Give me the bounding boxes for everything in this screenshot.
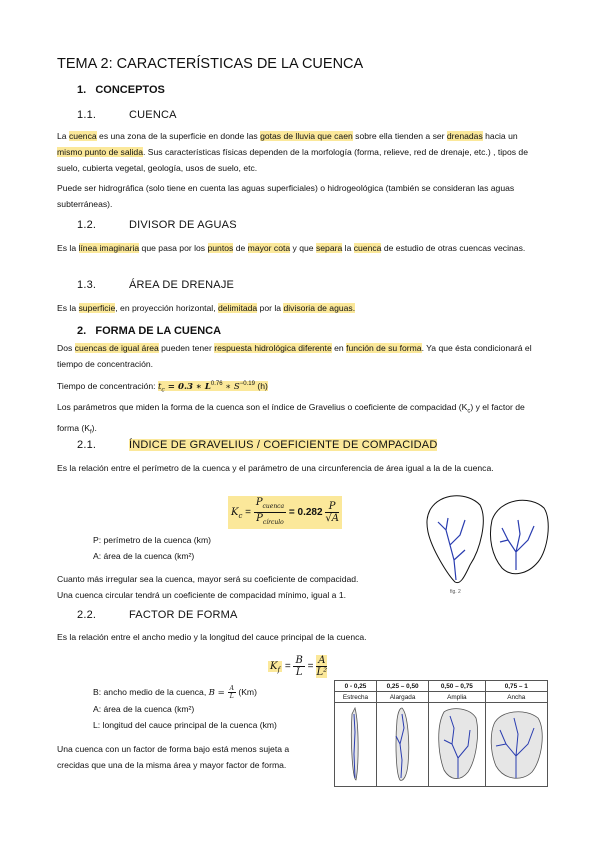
section-2-1-number: 2.1. bbox=[77, 439, 97, 451]
section-1-3-number: 1.3. bbox=[77, 279, 97, 291]
basin-broad-cell bbox=[485, 703, 547, 787]
paragraph-area bbox=[57, 300, 537, 316]
tc-formula-line bbox=[57, 376, 537, 399]
shape-factor-table bbox=[334, 680, 548, 787]
section-2-label: FORMA DE LA CUENCA bbox=[95, 325, 222, 337]
section-2-2-heading bbox=[77, 609, 377, 623]
kf-frac1 bbox=[293, 655, 304, 678]
kf-k: K bbox=[270, 661, 278, 673]
page-title: TEMA 2: CARACTERÍSTICAS DE LA CUENCA bbox=[57, 56, 364, 72]
text: de bbox=[233, 243, 248, 253]
text: y que bbox=[290, 243, 316, 253]
text: La bbox=[57, 131, 69, 141]
paragraph-divisor bbox=[57, 240, 537, 256]
paragraph-irregular: Cuanto más irregular sea la cuenca, mayor será su coeficiente de compacidad. bbox=[57, 574, 359, 584]
section-1-number: 1. bbox=[77, 84, 87, 96]
b-eq: B = bbox=[208, 688, 228, 698]
tc-unit: (h) bbox=[254, 380, 268, 391]
kc-sub: c bbox=[238, 512, 243, 521]
text: Es la bbox=[57, 243, 79, 253]
range-cell: 0,75 – 1 bbox=[485, 681, 547, 692]
basin-shapes-figure bbox=[420, 490, 555, 595]
section-1-heading bbox=[77, 84, 165, 96]
basin-wide-image bbox=[430, 704, 484, 784]
tc-sub: c bbox=[161, 386, 165, 394]
section-1-1-label: CUENCA bbox=[129, 109, 177, 121]
section-1-2-heading bbox=[77, 219, 377, 233]
basin-elongated-image bbox=[378, 704, 428, 784]
kc-frac1 bbox=[254, 497, 286, 528]
label-cell: Estrecha bbox=[335, 692, 377, 703]
paragraph-forma bbox=[57, 340, 537, 372]
range-cell: 0,25 – 0,50 bbox=[376, 681, 428, 692]
frac-num: A bbox=[318, 655, 326, 666]
frac-num: P bbox=[255, 497, 263, 508]
text: pueden tener bbox=[158, 343, 215, 353]
basin-broad-image bbox=[486, 704, 546, 784]
range-cell: 0,50 – 0,75 bbox=[429, 681, 485, 692]
label-cell: Ancha bbox=[485, 692, 547, 703]
paragraph-circular: Una cuenca circular tendrá un coeficiente de compacidad mínimo, igual a 1. bbox=[57, 590, 347, 600]
text: Los parámetros que miden la forma de la cuenca son el índice de Gravelius o coeficiente de compacidad (K bbox=[57, 402, 468, 412]
text: sobre ella tienden a ser bbox=[352, 131, 447, 141]
highlight: línea imaginaria bbox=[78, 243, 140, 253]
highlight: drenadas bbox=[446, 131, 483, 141]
paragraph-parametros bbox=[57, 399, 537, 440]
highlight: función de su forma bbox=[346, 343, 422, 353]
text: que pasa por los bbox=[139, 243, 208, 253]
section-2-1-label: ÍNDICE DE GRAVELIUS / COEFICIENTE DE COMPACIDAD bbox=[129, 439, 438, 451]
def-area-2: A: área de la cuenca (km²) bbox=[93, 704, 195, 714]
paragraph-factor: Es la relación entre el ancho medio y la longitud del cauce principal de la cuenca. bbox=[57, 632, 367, 642]
text: hacia un bbox=[482, 131, 518, 141]
text: en bbox=[331, 343, 347, 353]
basin-narrow-cell bbox=[335, 703, 377, 787]
highlight: respuesta hidrológica diferente bbox=[214, 343, 332, 353]
paragraph-gravelius: Es la relación entre el perímetro de la cuenca y el parámetro de una circunferencia de área igual a la de la cuenca. bbox=[57, 463, 494, 473]
elongated-basin-river bbox=[438, 518, 465, 580]
figure-caption: fig. 2 bbox=[450, 589, 461, 595]
tc-mid: ∗ S bbox=[222, 381, 240, 392]
range-cell: 0 - 0,25 bbox=[335, 681, 377, 692]
tc-exp2: −0.19 bbox=[239, 381, 255, 387]
highlight: divisoria de aguas. bbox=[283, 303, 356, 313]
frac-num: P bbox=[325, 501, 339, 513]
label-cell: Alargada bbox=[376, 692, 428, 703]
highlight: cuenca bbox=[353, 243, 382, 253]
highlight: gotas de lluvia que caen bbox=[260, 131, 353, 141]
tc-symbol: t bbox=[157, 381, 162, 392]
section-1-label: CONCEPTOS bbox=[95, 84, 165, 96]
text: ). bbox=[91, 422, 97, 433]
text: B: ancho medio de la cuenca, bbox=[93, 687, 209, 697]
text: es una zona de la superficie en donde las bbox=[96, 131, 261, 141]
tc-label: Tiempo de concentración: bbox=[57, 380, 158, 391]
def-perimetro: P: perímetro de la cuenca (km) bbox=[93, 535, 211, 545]
basin-elongated-cell bbox=[376, 703, 428, 787]
highlight: superficie bbox=[78, 303, 116, 313]
highlight: puntos bbox=[207, 243, 234, 253]
def-ancho bbox=[93, 684, 257, 701]
text: (Km) bbox=[235, 687, 257, 697]
text: Es la bbox=[57, 303, 79, 313]
frac-den: L bbox=[295, 667, 303, 678]
text: de estudio de otras cuencas vecinas. bbox=[381, 243, 526, 253]
section-1-1-heading bbox=[77, 109, 377, 123]
frac-den: √A bbox=[325, 513, 339, 524]
highlight: cuenca bbox=[68, 131, 97, 141]
paragraph-factor-bajo: Una cuenca con un factor de forma bajo está menos sujeta a crecidas que una de la misma área y mayor factor de forma. bbox=[57, 744, 290, 770]
frac-den: L² bbox=[316, 667, 328, 678]
text: la bbox=[342, 243, 354, 253]
def-longitud: L: longitud del cauce principal de la cuenca (km) bbox=[93, 720, 277, 730]
paragraph-hidrografica: Puede ser hidrográfica (solo tiene en cuenta las aguas superficiales) o hidrogeológica (también se consideran las aguas subterráneas). bbox=[57, 183, 515, 209]
section-1-1-number: 1.1. bbox=[77, 109, 97, 121]
sub: c bbox=[467, 408, 471, 415]
b-frac: $\frac{A}{L}$ bbox=[229, 685, 234, 701]
kf-frac2 bbox=[316, 655, 327, 678]
frac-num: B bbox=[295, 655, 303, 666]
text: por la bbox=[257, 303, 284, 313]
def-area: A: área de la cuenca (km²) bbox=[93, 551, 195, 561]
frac-den-sub: círculo bbox=[262, 519, 284, 526]
kc-eq: = bbox=[242, 507, 254, 519]
highlight: mismo punto de salida bbox=[57, 147, 143, 157]
text: , en proyección horizontal, bbox=[115, 303, 218, 313]
tc-exp1: 0.76 bbox=[210, 381, 223, 387]
text: . Ya que ésta condicionará el tiempo de concentración. bbox=[57, 343, 532, 369]
section-2-heading bbox=[77, 325, 221, 337]
kc-k: K bbox=[231, 507, 239, 519]
round-basin-river bbox=[500, 520, 534, 570]
text: . Sus características físicas dependen de la morfología (forma, relieve, red de drenaje, etc.) , tipos de suelo, cubierta vegetal, geología, usos de suelo, etc. bbox=[57, 147, 528, 173]
kc-frac2 bbox=[325, 501, 339, 524]
kf-formula: $K_f$ = $\frac{B}{L}$ = $\frac{A}{\text{L²}}$ bbox=[270, 655, 328, 678]
frac-num-sub: cuenca bbox=[262, 503, 285, 510]
kc-formula bbox=[228, 496, 342, 529]
kc-coef: = 0.282 bbox=[286, 507, 326, 519]
section-2-2-label: FACTOR DE FORMA bbox=[129, 609, 238, 621]
frac-den: P bbox=[256, 513, 263, 524]
sub: f bbox=[89, 429, 92, 436]
kf-sub: f bbox=[277, 666, 281, 675]
section-1-2-label: DIVISOR DE AGUAS bbox=[129, 219, 237, 231]
text: ) y el factor de forma (K bbox=[57, 402, 525, 433]
highlight: cuencas de igual área bbox=[74, 343, 159, 353]
text: Dos bbox=[57, 343, 75, 353]
paragraph-cuenca bbox=[57, 128, 537, 176]
section-1-3-label: ÁREA DE DRENAJE bbox=[129, 279, 235, 291]
highlight: delimitada bbox=[218, 303, 258, 313]
tc-eq: = 0.3 ∗ L bbox=[164, 381, 211, 392]
section-2-2-number: 2.2. bbox=[77, 609, 97, 621]
section-1-2-number: 1.2. bbox=[77, 219, 97, 231]
kf-eq: = bbox=[282, 661, 294, 673]
section-2-number: 2. bbox=[77, 325, 87, 337]
label-cell: Amplia bbox=[429, 692, 485, 703]
basin-wide-cell bbox=[429, 703, 485, 787]
section-1-3-heading bbox=[77, 279, 377, 293]
highlight: separa bbox=[315, 243, 343, 253]
basin-narrow-image bbox=[335, 704, 375, 784]
section-2-1-heading bbox=[77, 439, 477, 453]
highlight: mayor cota bbox=[247, 243, 291, 253]
